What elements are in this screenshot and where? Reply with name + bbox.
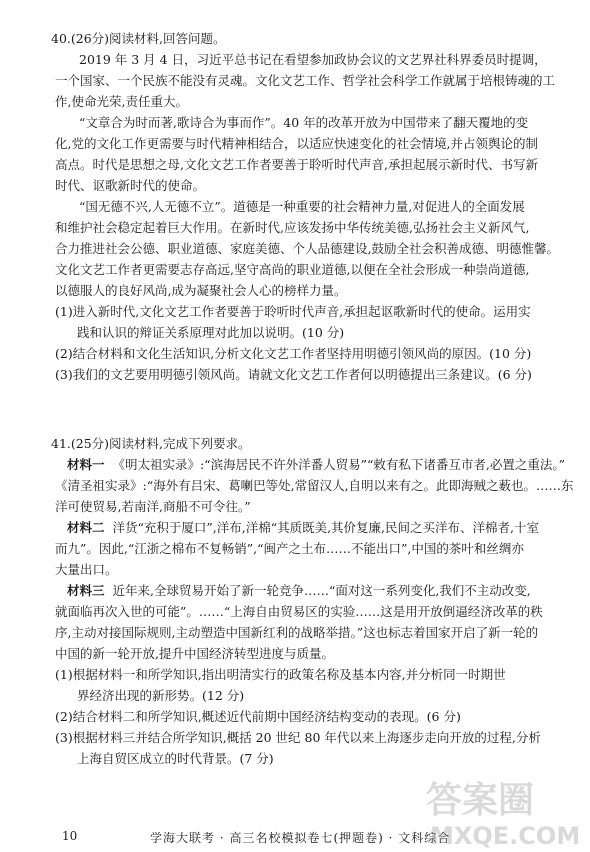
q40-material-line: 一个国家、一个民族不能没有灵魂。文化文艺工作、哲学社会科学工作就属于培根铸魂的工 (55, 73, 556, 88)
material-1-label: 材料一 (67, 457, 105, 472)
q41-subquestion: 上海自贸区成立的时代背景。(7 分) (77, 751, 274, 766)
q40-material-line: 化,党的文化工作更需要与时代精神相结合，以适应快速变化的社会情境,并占领舆论的制 (55, 136, 538, 151)
q41-subquestion: (3)根据材料三并结合所学知识,概括 20 世纪 80 年代以来上海逐步走向开放的过程,分析 (55, 730, 541, 745)
q41-material-line: 大量出口。 (55, 562, 118, 577)
q40-material-line: 合力推进社会公德、职业道德、家庭美德、个人品德建设,鼓励全社会积善成德、明德惟馨。 (55, 241, 559, 256)
q41-material-line: 中国的新一轮开放,提升中国经济转型进度与质量。 (55, 646, 334, 661)
watermark-text-en: MXQE.COM (430, 822, 580, 850)
q41-subquestion: 界经济出现的新形势。(12 分) (77, 688, 245, 703)
watermark-text-cn: 答案圈 (426, 780, 535, 821)
q41-material-line: 《明太祖实录》:“滨海居民不许外洋番人贸易”“敕有私下诸番互市者,必置之重法。” (112, 457, 565, 472)
q41-material-line: 就面临再次入世的可能”。……“上海自由贸易区的实验……这是用开放倒逼经济改革的秩 (55, 604, 543, 619)
q40-material-line: 2019 年 3 月 4 日，习近平总书记在看望参加政协会议的文艺界社科界委员时提调， (79, 52, 547, 67)
q40-material-line: “国无德不兴,人无德不立”。道德是一种重要的社会精神力量,对促进人的全面发展 (79, 199, 525, 214)
q40-material-line: 以德服人的良好风尚,成为凝聚社会人心的榜样力量。 (55, 283, 347, 298)
q40-material-line: 和维护社会稳定起着巨大作用。在新时代,应该发扬中华传统美德,弘扬社会主义新风气, (55, 220, 530, 235)
q40-material-line: “文章合为时而著,歌诗合为事而作”。40 年的改革开放为中国带来了翻天覆地的变 (79, 115, 529, 130)
q41-material-line: 洋可使贸易,若南洋,商船不可令往。” (55, 499, 251, 514)
watermark-logo (420, 772, 580, 850)
question-40 (51, 28, 583, 385)
q40-material-line: 时代、讴歌新时代的使命。 (55, 178, 206, 193)
q41-subquestion: (1)根据材料一和所学知识,指出明清实行的政策名称及基本内容,并分析同一时期世 (55, 667, 506, 682)
question-41-header: 41.(25分)阅读材料,完成下列要求。 (51, 436, 251, 451)
q41-material-2 (55, 517, 583, 538)
q40-material-line: 文化文艺工作者更需要志存高远,坚守高尚的职业道德,以便在全社会形成一种崇尚道德, (55, 262, 530, 277)
q41-material-line: 《清圣祖实录》:“海外有吕宋、葛喇巴等处,常留汉人,自明以来有之。此即海贼之薮也。……东 (55, 478, 574, 493)
q41-material-line: 洋货“充积于厦口”,洋布,洋棉“其质既美,其价复廉,民间之买洋布、洋棉者,十室 (112, 520, 540, 535)
material-2-label: 材料二 (67, 520, 105, 535)
q41-material-line: 而九”。因此,“江浙之棉布不复畅销”,“闽产之土布……不能出口”,中国的茶叶和丝绸亦 (55, 541, 524, 556)
q40-subquestion: (1)进入新时代,文化文艺工作者要善于聆听时代声音,承担起讴歌新时代的使命。运用实 (55, 304, 531, 319)
q40-material-line: 作,使命光荣,责任重大。 (55, 94, 188, 109)
question-41 (51, 433, 583, 769)
q41-material-line: 近年来,全球贸易开始了新一轮竞争……“面对这一系列变化,我们不主动改变, (112, 583, 531, 598)
q41-material-3 (55, 580, 583, 601)
q40-subquestion: 践和认识的辩证关系原理对此加以说明。(10 分) (77, 325, 345, 340)
material-3-label: 材料三 (67, 583, 105, 598)
q41-material-line: 序,主动对接国际规则,主动塑造中国新红利的战略举措。”这也标志着国家开启了新一轮的 (55, 625, 539, 640)
page-number: 10 (62, 829, 78, 843)
q40-material-line: 高点。时代是思想之母,文化文艺工作者要善于聆听时代声音,承担起展示新时代、书写新 (55, 157, 538, 172)
q41-subquestion: (2)结合材料二和所学知识,概述近代前期中国经济结构变动的表现。(6 分) (55, 709, 461, 724)
question-40-header: 40.(26分)阅读材料,回答问题。 (51, 31, 226, 46)
q40-subquestion: (3)我们的文艺要用明德引领风尚。请就文化文艺工作者何以明德提出三条建议。(6 分) (55, 367, 532, 382)
q40-subquestion: (2)结合材料和文化生活知识,分析文化文艺工作者坚持用明德引领风尚的原因。(10 分) (55, 346, 532, 361)
q41-material-1 (55, 454, 583, 475)
exam-title: 学海大联考 · 高三名校模拟卷七(押题卷) · 文科综合 (150, 831, 451, 845)
